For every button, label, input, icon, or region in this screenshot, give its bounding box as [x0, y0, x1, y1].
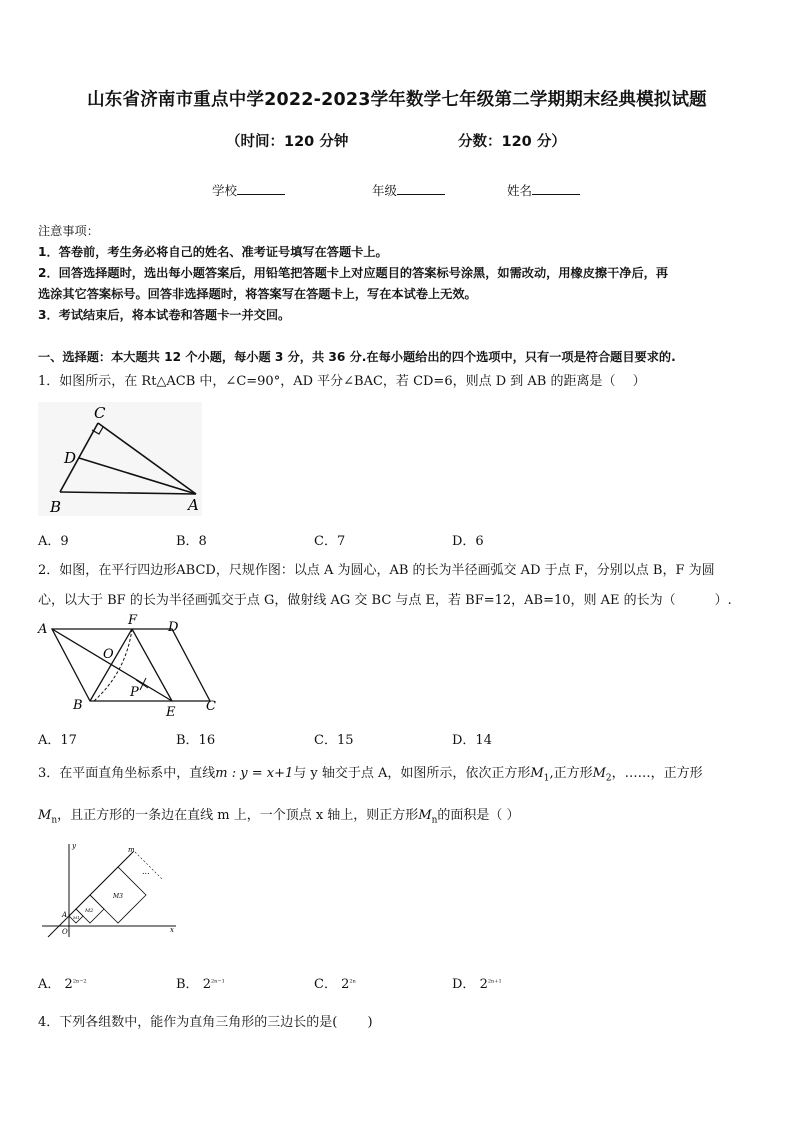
label-a: A	[188, 496, 199, 514]
q3-text-1b: 与 y 轴交于点 A，如图所示，依次正方形	[293, 766, 531, 781]
time-label: （时间：120 分钟	[226, 134, 349, 150]
school-field	[212, 181, 285, 199]
notice-item-2a: 2．回答选择题时，选出每小题答案后，用铅笔把答题卡上对应题目的答案标号涂黑，如需改动，用橡皮擦干净后，再	[38, 266, 669, 280]
label-o: O	[103, 647, 114, 662]
label-c: C	[206, 699, 216, 714]
question-2-line-1: 2．如图，在平行四边形ABCD，尺规作图：以点 A 为圆心，AB 的长为半径画弧交 AD 于点 F，分别以点 B，F 为圆	[38, 563, 715, 578]
q3-mn: M	[38, 808, 52, 823]
label-b: B	[50, 498, 62, 516]
q3-option-d[interactable]	[452, 973, 502, 992]
q3-text-1c: ,正方形	[549, 766, 593, 781]
school-label: 学校	[212, 183, 238, 198]
label-b: B	[73, 698, 83, 713]
q3-option-a[interactable]	[38, 973, 87, 992]
score-label: 分数：120 分）	[458, 134, 566, 150]
q3-text-1d: ，……，正方形	[611, 766, 703, 781]
question-2-figure	[36, 612, 226, 722]
q2-option-c[interactable]: C．15	[314, 733, 354, 748]
fig3-label-y: y	[72, 842, 76, 850]
q1-option-a[interactable]: A．9	[38, 534, 69, 549]
notice-heading: 注意事项：	[38, 224, 99, 238]
question-1-figure	[36, 400, 204, 518]
q1-option-b[interactable]: B．8	[176, 534, 207, 549]
ray-ae	[52, 629, 172, 701]
fig3-label-a: A	[62, 911, 68, 919]
q3-option-c-base: 2	[341, 977, 350, 992]
name-field	[507, 181, 580, 199]
q3-option-b-label: B．	[176, 977, 199, 992]
q2-option-b[interactable]: B．16	[176, 733, 216, 748]
question-1-text: 1．如图所示，在 Rt△ACB 中，∠C=90°，AD 平分∠BAC，若 CD=6，则点 D 到 AB 的距离是（ ）	[38, 374, 646, 389]
q1-option-c[interactable]: C．7	[314, 534, 346, 549]
q3-option-d-label: D．	[452, 977, 476, 992]
q3-mn-sub: n	[51, 815, 58, 826]
q2-option-a[interactable]: A．17	[38, 733, 77, 748]
grade-field	[372, 181, 445, 199]
fig3-label-m1: M1	[73, 915, 80, 920]
notice-item-1: 1．答卷前，考生务必将自己的姓名、准考证号填写在答题卡上。	[38, 245, 388, 259]
name-blank[interactable]	[532, 182, 580, 195]
notice-item-3: 3．考试结束后，将本试卷和答题卡一并交回。	[38, 308, 291, 322]
segment-bf	[90, 629, 132, 701]
label-d: D	[64, 449, 77, 467]
q3-option-a-base: 2	[64, 977, 73, 992]
square-next	[118, 851, 162, 879]
q3-option-b-base: 2	[202, 977, 211, 992]
fig3-label-o: O	[62, 928, 68, 936]
q1-option-d[interactable]: D．6	[452, 534, 484, 549]
fig3-label-m: m	[128, 846, 135, 854]
grade-blank[interactable]	[397, 182, 445, 195]
question-3-line-2	[38, 806, 778, 831]
q3-option-c-exp: 2n	[349, 978, 356, 985]
label-p: P	[130, 685, 139, 700]
label-e: E	[166, 705, 176, 720]
q2-option-d[interactable]: D．14	[452, 733, 492, 748]
q3-option-a-label: A．	[38, 977, 61, 992]
label-c: C	[94, 404, 106, 422]
fig3-dots: ...	[142, 867, 150, 876]
q3-m2-sub: 2	[605, 773, 612, 784]
notice-block	[38, 221, 758, 326]
q3-option-c-label: C．	[314, 977, 337, 992]
figure-1-background	[38, 402, 202, 516]
arc-mark-2	[140, 678, 146, 690]
school-blank[interactable]	[237, 182, 285, 195]
label-f: F	[128, 613, 138, 628]
notice-item-2b: 选涂其它答案标号。回答非选择题时，将答案写在答题卡上，写在本试卷上无效。	[38, 287, 477, 301]
label-d: D	[168, 620, 179, 635]
fig3-label-m2: M2	[85, 908, 94, 914]
question-3-figure	[38, 840, 180, 940]
fig3-label-m3: M3	[113, 893, 123, 900]
q3-m1-sub: 1	[543, 773, 550, 784]
q3-equation: m : y = x+1	[215, 766, 294, 781]
q3-text-2a: ，且正方形的一条边在直线 m 上，一个顶点 x 轴上，则正方形	[57, 808, 419, 823]
question-2-line-2: 心，以大于 BF 的长为半径画弧交于点 G，做射线 AG 交 BC 与点 E，若 BF=12，AB=10，则 AE 的长为（ ）.	[38, 593, 732, 608]
q3-option-b[interactable]	[176, 973, 225, 992]
label-a: A	[38, 622, 48, 637]
question-4-text: 4．下列各组数中，能作为直角三角形的三边长的是( )	[38, 1015, 373, 1030]
q3-option-a-exp: 2n−2	[72, 978, 87, 985]
q3-option-d-exp: 2n+1	[487, 978, 502, 985]
q3-text-1a: 3．在平面直角坐标系中，直线	[38, 766, 216, 781]
q3-option-d-base: 2	[479, 977, 488, 992]
q3-mn-2: M	[418, 808, 432, 823]
q3-option-b-exp: 2n−1	[210, 978, 225, 985]
name-label: 姓名	[507, 183, 533, 198]
section-heading: 一、选择题：本大题共 12 个小题，每小题 3 分，共 36 分.在每小题给出的四个选项中，只有一项是符合题目要求的.	[38, 350, 676, 364]
fig3-label-x: x	[170, 926, 174, 934]
q3-m2: M	[592, 766, 606, 781]
grade-label: 年级	[372, 183, 398, 198]
page-title: 山东省济南市重点中学2022-2023学年数学七年级第二学期期末经典模拟试题	[87, 90, 707, 110]
question-3-line-1	[38, 764, 788, 789]
q3-mn-sub-2: n	[431, 815, 438, 826]
q3-text-2b: 的面积是（ ）	[437, 808, 520, 823]
q3-m1: M	[530, 766, 544, 781]
q3-option-c[interactable]	[314, 973, 356, 992]
